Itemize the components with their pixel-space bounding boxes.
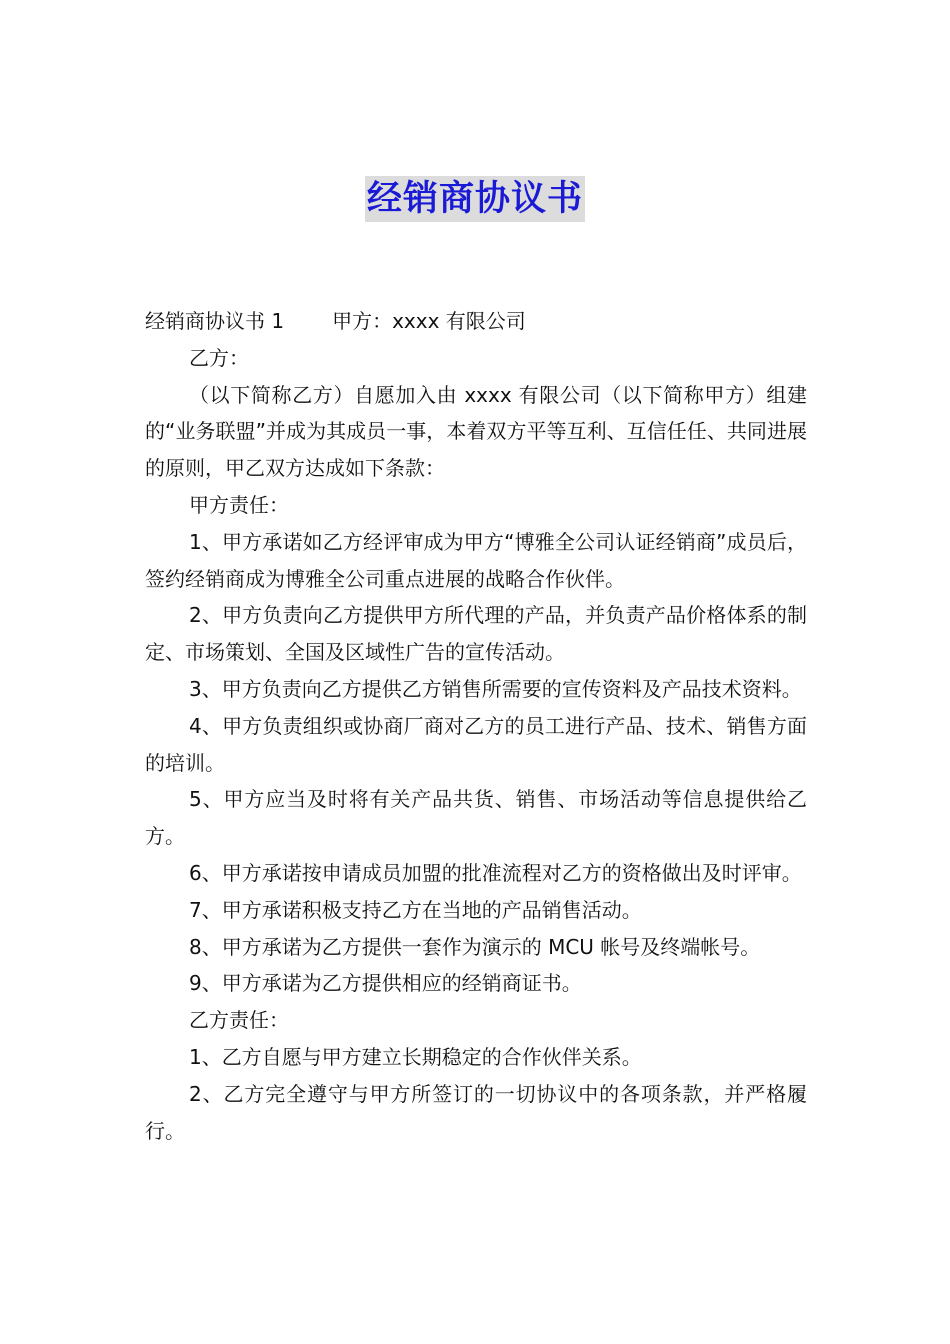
heading-line: [145, 303, 807, 340]
title-container: [0, 176, 950, 222]
party-a-duty-item: 5、甲方应当及时将有关产品共货、销售、市场活动等信息提供给乙方。: [145, 787, 807, 849]
party-a-duty-item: 2、甲方负责向乙方提供甲方所代理的产品，并负责产品价格体系的制定、市场策划、全国及区域性广告的宣传活动。: [145, 603, 807, 665]
party-a-duty-item: 1、甲方承诺如乙方经评审成为甲方“博雅全公司认证经销商”成员后，签约经销商成为博雅全公司重点进展的战略合作伙伴。: [145, 529, 807, 591]
party-a-duty-item: 6、甲方承诺按申请成员加盟的批准流程对乙方的资格做出及时评审。: [189, 860, 802, 885]
party-b-duty-item: 2、乙方完全遵守与甲方所签订的一切协议中的各项条款，并严格履行。: [145, 1081, 807, 1143]
document-body: [145, 303, 807, 1149]
party-b-duties-heading: 乙方责任：: [189, 1008, 289, 1033]
document-title: 经销商协议书: [365, 176, 585, 222]
heading-label: 经销商协议书 1: [145, 309, 285, 333]
party-a-line: 甲方：xxxx 有限公司: [332, 309, 526, 333]
party-a-duty-item: 8、甲方承诺为乙方提供一套作为演示的 MCU 帐号及终端帐号。: [189, 934, 761, 959]
party-a-duty-item: 3、甲方负责向乙方提供乙方销售所需要的宣传资料及产品技术资料。: [189, 676, 802, 701]
party-a-duty-item: 4、甲方负责组织或协商厂商对乙方的员工进行产品、技术、销售方面的培训。: [145, 713, 807, 775]
party-a-duty-item: 7、甲方承诺积极支持乙方在当地的产品销售活动。: [189, 897, 642, 922]
party-b-duty-item: 1、乙方自愿与甲方建立长期稳定的合作伙伴关系。: [189, 1044, 642, 1069]
party-a-duties-heading: 甲方责任：: [189, 492, 289, 517]
party-b-line: 乙方：: [189, 345, 249, 370]
party-a-duty-item: 9、甲方承诺为乙方提供相应的经销商证书。: [189, 971, 582, 996]
intro-paragraph: （以下简称乙方）自愿加入由 xxxx 有限公司（以下简称甲方）组建的“业务联盟”并成为其成员一事，本着双方平等互利、互信任任、共同进展的原则，甲乙双方达成如下条款：: [145, 382, 807, 481]
